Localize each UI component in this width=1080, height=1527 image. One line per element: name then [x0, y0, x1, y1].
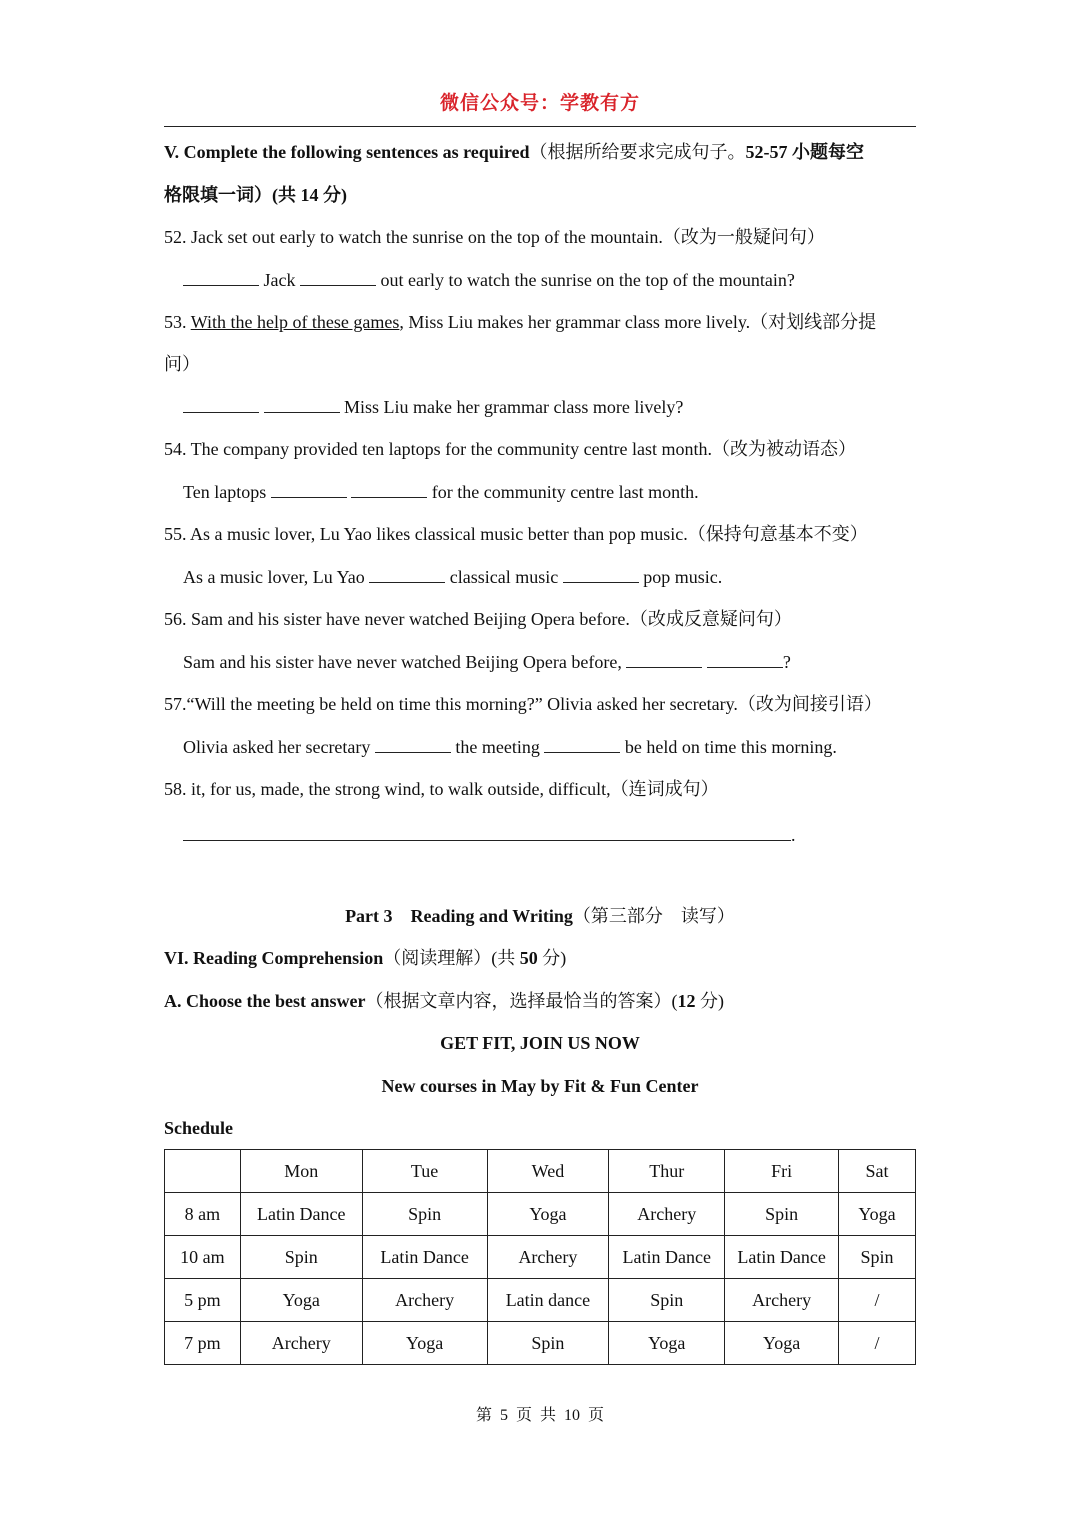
answer-blank[interactable]	[369, 566, 445, 583]
section-v-points: 14	[300, 185, 319, 205]
q57-answer-text-a: Olivia asked her secretary	[183, 737, 375, 757]
section-a-heading-end: 分)	[695, 991, 724, 1011]
answer-blank[interactable]	[271, 481, 347, 498]
section-v-heading	[164, 140, 864, 164]
q53-prompt-line2: 问）	[164, 354, 200, 374]
q56-answer-text-a: Sam and his sister have never watched Beijing Opera before,	[183, 652, 627, 672]
answer-blank[interactable]	[300, 269, 376, 286]
answer-blank[interactable]	[544, 736, 620, 753]
q53-prompt	[164, 310, 876, 334]
q54-prompt: 54. The company provided ten laptops for the community centre last month.（改为被动语态）	[164, 439, 857, 459]
schedule-cell: Yoga	[240, 1279, 362, 1322]
q54-answer-line	[183, 480, 699, 504]
q53-rest: , Miss Liu makes her grammar class more lively.（对划线部分提	[399, 312, 877, 332]
answer-blank[interactable]	[264, 396, 340, 413]
schedule-time-cell: 5 pm	[165, 1279, 241, 1322]
answer-blank-long[interactable]	[183, 820, 791, 841]
q57-answer-text-c: be held on time this morning.	[620, 737, 837, 757]
schedule-header-cell	[165, 1150, 241, 1193]
q55-answer-text-b: classical music	[445, 567, 563, 587]
schedule-cell: Archery	[240, 1322, 362, 1365]
q53-number: 53.	[164, 312, 191, 332]
q55-answer-text-c: pop music.	[638, 567, 723, 587]
section-a-heading-bold: A. Choose the best answer	[164, 991, 366, 1011]
q54-answer-text-a: Ten laptops	[183, 482, 271, 502]
schedule-cell: Spin	[240, 1236, 362, 1279]
page-number-text: 第 5 页 共 10 页	[475, 1407, 604, 1424]
q58-answer-end: .	[791, 825, 796, 845]
q56-answer-line	[183, 650, 791, 674]
section-v-heading-line2-text: 格限填一词）(共	[164, 185, 301, 205]
schedule-cell: Yoga	[725, 1322, 839, 1365]
q52-answer-text-a: Jack	[259, 270, 300, 290]
answer-blank[interactable]	[707, 651, 783, 668]
section-a-heading	[164, 989, 724, 1013]
answer-blank[interactable]	[183, 269, 259, 286]
schedule-header-cell: Wed	[487, 1150, 609, 1193]
part3-title-rest: （第三部分 读写）	[572, 906, 735, 926]
passage-title: GET FIT, JOIN US NOW	[440, 1033, 640, 1053]
q56-prompt: 56. Sam and his sister have never watched Beijing Opera before.（改成反意疑问句）	[164, 609, 792, 629]
schedule-time-cell: 7 pm	[165, 1322, 241, 1365]
section-v-heading-rest: （根据所给要求完成句子。	[529, 142, 746, 162]
q54-answer-text-b: for the community centre last month.	[427, 482, 699, 502]
schedule-time-cell: 8 am	[165, 1193, 241, 1236]
header-title: 微信公众号：学教有方	[439, 93, 640, 114]
part3-title	[0, 904, 1080, 928]
schedule-row	[165, 1322, 916, 1365]
schedule-cell: Spin	[609, 1279, 725, 1322]
q55-answer-text-a: As a music lover, Lu Yao	[183, 567, 370, 587]
answer-blank[interactable]	[563, 566, 639, 583]
section-vi-heading-end: 分)	[537, 948, 567, 968]
section-v-heading-end: 分)	[318, 185, 347, 205]
schedule-cell: Yoga	[487, 1193, 609, 1236]
section-vi-points: 50	[519, 948, 538, 968]
schedule-cell: Spin	[487, 1322, 609, 1365]
schedule-label: Schedule	[164, 1118, 234, 1138]
schedule-cell: Archery	[362, 1279, 487, 1322]
part3-title-bold: Part 3 Reading and Writing	[345, 906, 573, 926]
header-divider	[164, 126, 916, 127]
schedule-cell: Latin Dance	[240, 1193, 362, 1236]
schedule-cell: Latin Dance	[609, 1236, 725, 1279]
q55-answer-line	[183, 565, 722, 589]
section-vi-heading-rest: （阅读理解）(共	[383, 948, 520, 968]
schedule-header-cell: Tue	[362, 1150, 487, 1193]
passage-subtitle: New courses in May by Fit & Fun Center	[381, 1076, 699, 1096]
schedule-cell: Archery	[609, 1193, 725, 1236]
schedule-cell: Spin	[362, 1193, 487, 1236]
schedule-cell: /	[839, 1279, 916, 1322]
q58-prompt: 58. it, for us, made, the strong wind, to walk outside, difficult,（连词成句）	[164, 779, 719, 799]
q55-prompt: 55. As a music lover, Lu Yao likes classical music better than pop music.（保持句意基本不变）	[164, 524, 868, 544]
q57-answer-line	[183, 735, 837, 759]
schedule-cell: Yoga	[362, 1322, 487, 1365]
q53-underlined-phrase: With the help of these games	[190, 312, 400, 332]
q58-answer-line	[183, 820, 796, 847]
q57-answer-text-b: the meeting	[450, 737, 545, 757]
answer-blank[interactable]	[351, 481, 427, 498]
schedule-cell: Latin dance	[487, 1279, 609, 1322]
q57-prompt: 57.“Will the meeting be held on time this morning?” Olivia asked her secretary.（改为间接引语）	[164, 694, 882, 714]
schedule-table	[164, 1149, 916, 1365]
q53-answer-line	[183, 395, 683, 419]
schedule-header-row	[165, 1150, 916, 1193]
section-a-heading-rest: （根据文章内容，选择最恰当的答案）(	[365, 991, 678, 1011]
answer-blank[interactable]	[375, 736, 451, 753]
schedule-cell: Spin	[839, 1236, 916, 1279]
schedule-header-cell: Thur	[609, 1150, 725, 1193]
schedule-cell: Archery	[487, 1236, 609, 1279]
section-v-heading-bold: V. Complete the following sentences as required	[164, 142, 530, 162]
schedule-cell: /	[839, 1322, 916, 1365]
answer-blank[interactable]	[626, 651, 702, 668]
schedule-cell: Latin Dance	[725, 1236, 839, 1279]
schedule-cell: Yoga	[609, 1322, 725, 1365]
page-number	[0, 1402, 1080, 1425]
q56-answer-end: ?	[782, 652, 791, 672]
schedule-row	[165, 1236, 916, 1279]
section-v-heading-line2	[164, 183, 347, 207]
answer-blank[interactable]	[183, 396, 259, 413]
section-vi-heading	[164, 946, 566, 970]
schedule-header-cell: Fri	[725, 1150, 839, 1193]
schedule-row	[165, 1193, 916, 1236]
section-vi-heading-bold: VI. Reading Comprehension	[164, 948, 384, 968]
schedule-header-cell: Sat	[839, 1150, 916, 1193]
schedule-cell: Archery	[725, 1279, 839, 1322]
q53-answer-text: Miss Liu make her grammar class more lively?	[339, 397, 684, 417]
schedule-cell: Yoga	[839, 1193, 916, 1236]
section-v-heading-range: 52-57	[745, 142, 788, 162]
section-v-heading-rest2: 小题每空	[787, 142, 864, 162]
schedule-time-cell: 10 am	[165, 1236, 241, 1279]
q52-answer-line	[183, 268, 795, 292]
q52-answer-text-b: out early to watch the sunrise on the top of the mountain?	[375, 270, 795, 290]
section-a-points: 12	[677, 991, 696, 1011]
schedule-cell: Spin	[725, 1193, 839, 1236]
schedule-header-cell: Mon	[240, 1150, 362, 1193]
q52-prompt: 52. Jack set out early to watch the sunrise on the top of the mountain.（改为一般疑问句）	[164, 227, 825, 247]
schedule-row	[165, 1279, 916, 1322]
schedule-cell: Latin Dance	[362, 1236, 487, 1279]
